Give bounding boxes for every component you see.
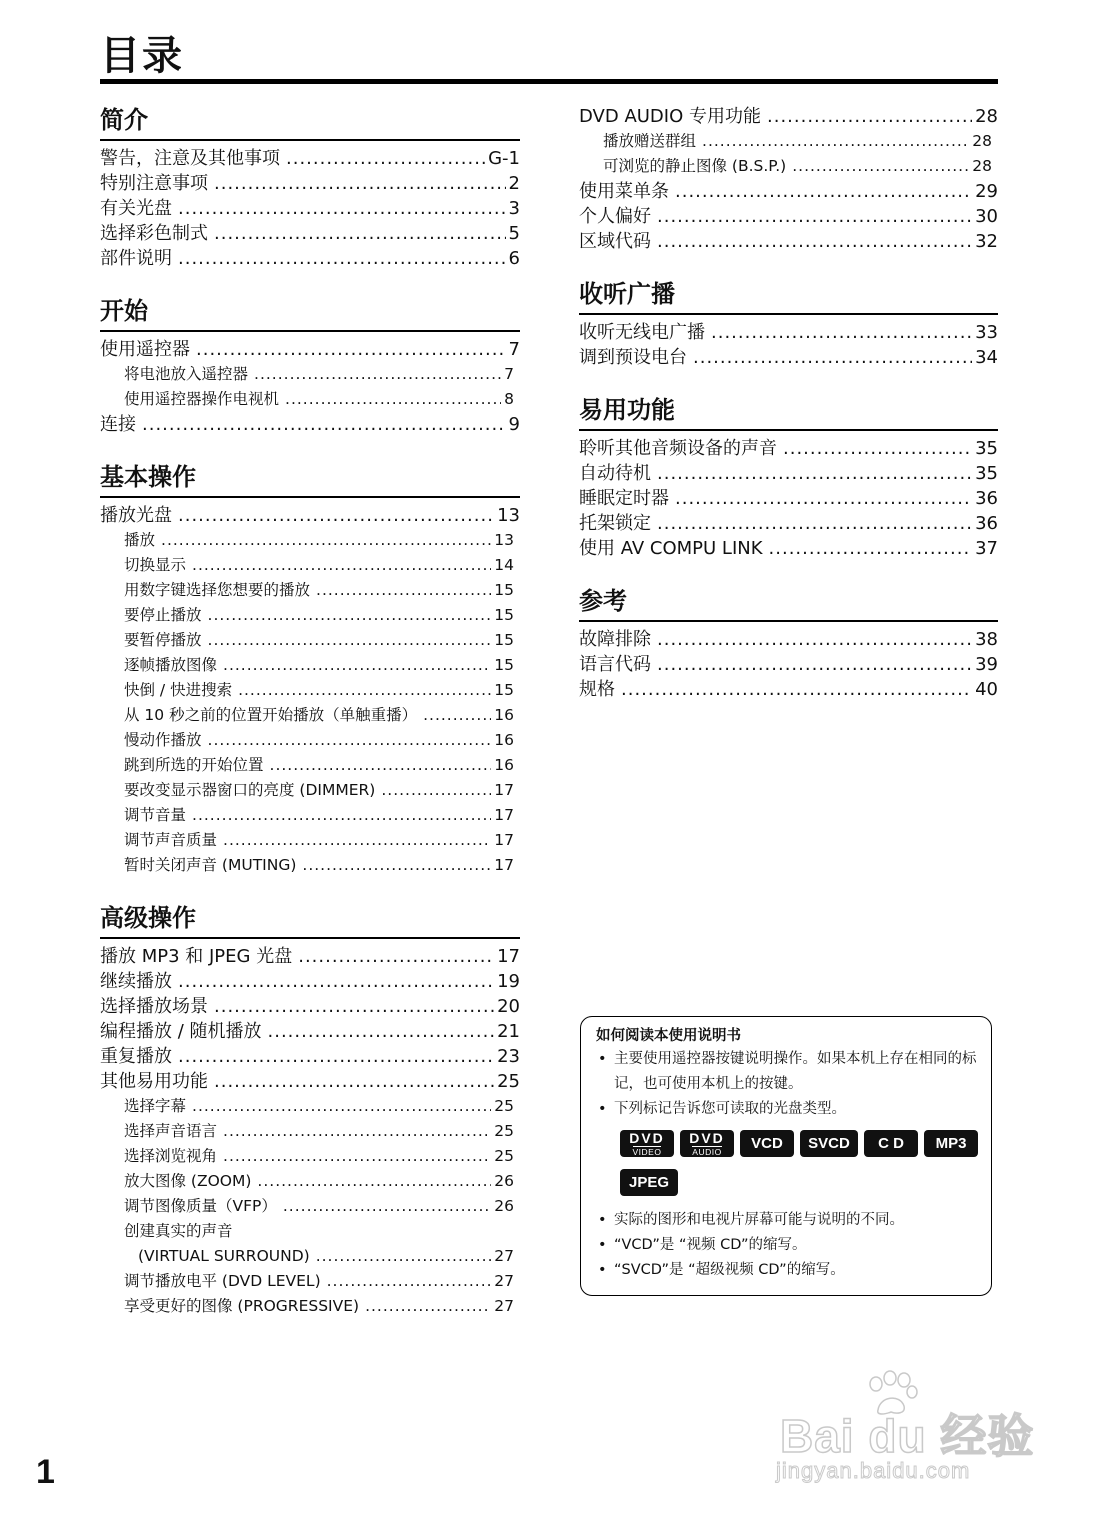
guide-bullet: • 主要使用遥控器按键说明操作。如果本机上存在相同的标记，也可使用本机上的按键。	[596, 1047, 977, 1097]
toc-page-number: 17	[494, 831, 514, 849]
dot-leader	[657, 511, 972, 536]
dot-leader	[208, 728, 492, 753]
toc-subentry[interactable]	[100, 362, 520, 387]
dot-leader	[675, 486, 972, 511]
toc-page-number: 34	[975, 347, 998, 368]
toc-entry-label: 播放赠送群组	[603, 132, 697, 150]
toc-entry[interactable]	[100, 1044, 520, 1069]
toc-page-number: 20	[497, 996, 520, 1017]
toc-subentry[interactable]	[100, 603, 520, 628]
toc-entry-label: 要改变显示器窗口的亮度 (DIMMER)	[124, 781, 376, 799]
toc-entry[interactable]	[579, 179, 998, 204]
toc-subentry[interactable]	[579, 129, 998, 154]
toc-page-number: 15	[494, 606, 514, 624]
dot-leader	[327, 1269, 492, 1294]
disc-badge: JPEG	[620, 1169, 678, 1196]
dot-leader	[302, 853, 491, 878]
toc-entry[interactable]	[100, 412, 520, 437]
dot-leader	[142, 412, 506, 437]
toc-page-number: 6	[508, 248, 520, 269]
toc-page-number: 25	[494, 1122, 514, 1140]
toc-subentry[interactable]	[100, 1144, 520, 1169]
toc-page-number: 32	[975, 231, 998, 252]
dot-leader	[192, 803, 491, 828]
toc-entry[interactable]	[100, 246, 520, 271]
toc-page-number: 25	[494, 1097, 514, 1115]
dot-leader	[257, 1169, 491, 1194]
toc-page-number: 19	[497, 971, 520, 992]
toc-page-number: 17	[494, 856, 514, 874]
dot-leader	[223, 828, 491, 853]
section-heading: 收听广播	[579, 278, 998, 315]
dot-leader	[423, 703, 491, 728]
dot-leader	[316, 1244, 492, 1269]
toc-page-number: 26	[494, 1197, 514, 1215]
dot-leader	[657, 229, 972, 254]
toc-entry-label: 选择声音语言	[124, 1122, 218, 1140]
toc-entry-label: 暂时关闭声音 (MUTING)	[124, 856, 297, 874]
guide-bullet: • “SVCD”是 “超级视频 CD”的缩写。	[596, 1258, 977, 1283]
dot-leader	[238, 678, 491, 703]
toc-subentry[interactable]	[100, 1219, 520, 1244]
toc-entry[interactable]	[579, 104, 998, 129]
toc-entry[interactable]	[579, 486, 998, 511]
toc-entry-label: 使用菜单条	[579, 181, 669, 202]
toc-subentry[interactable]	[100, 1269, 520, 1294]
dot-leader	[270, 753, 492, 778]
toc-page-number: 5	[508, 223, 520, 244]
toc-entry-label: 调节音量	[124, 806, 187, 824]
toc-entry-label: DVD AUDIO 专用功能	[579, 106, 761, 127]
toc-entry-label: 自动待机	[579, 463, 651, 484]
toc-entry[interactable]	[579, 320, 998, 345]
toc-subentry[interactable]	[100, 778, 520, 803]
toc-entry-label: 区域代码	[579, 231, 651, 252]
toc-entry[interactable]	[579, 677, 998, 702]
toc-entry-label: 托架锁定	[579, 513, 651, 534]
toc-entry-label: 调节声音质量	[124, 831, 218, 849]
toc-entry[interactable]	[579, 436, 998, 461]
watermark-brand: Bai du 经验	[780, 1410, 1035, 1462]
toc-entry-label: 将电池放入遥控器	[124, 365, 249, 383]
guide-title: 如何阅读本使用说明书	[596, 1028, 741, 1044]
toc-page-number: 25	[494, 1147, 514, 1165]
toc-subentry[interactable]	[100, 753, 520, 778]
dot-leader	[792, 154, 969, 179]
toc-page-number: 29	[975, 181, 998, 202]
toc-entry[interactable]	[100, 221, 520, 246]
toc-section	[100, 104, 520, 271]
toc-entry-label: 部件说明	[100, 248, 172, 269]
toc-subentry[interactable]	[100, 578, 520, 603]
toc-page-number: 17	[494, 781, 514, 799]
page-title: 目录	[100, 33, 184, 79]
toc-page-number: 15	[494, 681, 514, 699]
dot-leader	[178, 196, 506, 221]
toc-entry-label: 享受更好的图像 (PROGRESSIVE)	[124, 1297, 360, 1315]
toc-entry-label: (VIRTUAL SURROUND)	[138, 1247, 310, 1265]
dot-leader	[657, 461, 972, 486]
toc-entry-label: 慢动作播放	[124, 731, 202, 749]
page-number: 1	[36, 1453, 55, 1491]
toc-entry[interactable]	[100, 1019, 520, 1044]
toc-page-number: 9	[508, 414, 520, 435]
toc-page-number: 15	[494, 656, 514, 674]
toc-page-number: 28	[972, 157, 992, 175]
dot-leader	[783, 436, 972, 461]
dot-leader	[214, 994, 494, 1019]
toc-subentry[interactable]	[100, 1194, 520, 1219]
toc-page-number: 30	[975, 206, 998, 227]
disc-badge: SVCD	[800, 1130, 858, 1157]
dot-leader	[675, 179, 972, 204]
toc-page-number: 36	[975, 488, 998, 509]
dot-leader	[268, 1019, 495, 1044]
toc-page-number: 28	[972, 132, 992, 150]
toc-section	[100, 902, 520, 1319]
toc-page-number: 36	[975, 513, 998, 534]
dot-leader	[208, 628, 492, 653]
toc-page-number: 2	[508, 173, 520, 194]
toc-entry-label: 语言代码	[579, 654, 651, 675]
dot-leader	[621, 677, 972, 702]
toc-entry-label: 调节播放电平 (DVD LEVEL)	[124, 1272, 321, 1290]
toc-subentry[interactable]	[100, 628, 520, 653]
dot-leader	[192, 1094, 491, 1119]
toc-subentry[interactable]	[100, 1094, 520, 1119]
toc-page-number: 38	[975, 629, 998, 650]
toc-subentry[interactable]	[100, 828, 520, 853]
toc-entry-label: 聆听其他音频设备的声音	[579, 438, 777, 459]
toc-subentry[interactable]	[100, 1119, 520, 1144]
disc-badge	[620, 1130, 674, 1157]
toc-entry-label: 选择播放场景	[100, 996, 208, 1017]
toc-page-number: 17	[494, 806, 514, 824]
dot-leader	[254, 362, 501, 387]
toc-page-number: 16	[494, 731, 514, 749]
disc-type-badges	[620, 1130, 992, 1208]
section-heading: 易用功能	[579, 394, 998, 431]
dot-leader	[286, 146, 485, 171]
toc-entry-label: 特别注意事项	[100, 173, 208, 194]
section-heading: 参考	[579, 585, 998, 622]
toc-entry[interactable]	[100, 969, 520, 994]
toc-entry-label: 创建真实的声音	[124, 1222, 233, 1240]
toc-entry[interactable]	[579, 204, 998, 229]
badge-sublabel: AUDIO	[692, 1146, 722, 1157]
toc-page-number: 40	[975, 679, 998, 700]
toc-entry-label: 收听无线电广播	[579, 322, 705, 343]
toc-subentry[interactable]	[100, 387, 520, 412]
toc-page-number: 8	[504, 390, 514, 408]
toc-subentry[interactable]	[100, 528, 520, 553]
toc-entry-label: 调节图像质量（VFP）	[124, 1197, 277, 1215]
toc-page-number: 35	[975, 463, 998, 484]
toc-entry-label: 使用 AV COMPU LINK	[579, 538, 763, 559]
toc-entry-label: 选择彩色制式	[100, 223, 208, 244]
reading-guide-box	[580, 1016, 992, 1296]
toc-page-number: 21	[497, 1021, 520, 1042]
toc-entry-label: 播放	[124, 531, 156, 549]
toc-entry-label: 有关光盘	[100, 198, 172, 219]
dot-leader	[214, 1069, 494, 1094]
toc-entry[interactable]	[100, 337, 520, 362]
toc-subentry[interactable]	[100, 678, 520, 703]
toc-entry-label: 从 10 秒之前的位置开始播放（单触重播）	[124, 706, 418, 724]
toc-subentry[interactable]	[579, 154, 998, 179]
toc-page-number: 27	[494, 1297, 514, 1315]
dot-leader	[767, 104, 972, 129]
toc-page-number: 15	[494, 631, 514, 649]
toc-entry-label: 播放光盘	[100, 505, 172, 526]
toc-subentry[interactable]	[100, 1294, 520, 1319]
toc-section	[579, 585, 998, 702]
toc-subentry[interactable]	[100, 703, 520, 728]
toc-entry-label: 要暂停播放	[124, 631, 202, 649]
toc-page-number: 14	[494, 556, 514, 574]
dot-leader	[223, 653, 491, 678]
dot-leader	[693, 345, 972, 370]
toc-entry-label: 睡眠定时器	[579, 488, 669, 509]
toc-entry-label: 继续播放	[100, 971, 172, 992]
guide-bullet: • 实际的图形和电视片屏幕可能与说明的不同。	[596, 1208, 977, 1233]
toc-entry[interactable]	[100, 146, 520, 171]
toc-left-column	[100, 104, 520, 1343]
toc-entry-label: 要停止播放	[124, 606, 202, 624]
toc-entry[interactable]	[100, 196, 520, 221]
toc-entry-label: 规格	[579, 679, 615, 700]
toc-page-number: 27	[494, 1247, 514, 1265]
toc-page-number: 33	[975, 322, 998, 343]
section-heading: 简介	[100, 104, 520, 141]
toc-entry-label: 切换显示	[124, 556, 187, 574]
badge-label: DVD	[689, 1129, 725, 1146]
toc-page-number: 7	[508, 339, 520, 360]
toc-entry-label: 编程播放 / 随机播放	[100, 1021, 262, 1042]
dot-leader	[192, 553, 491, 578]
dot-leader	[285, 387, 501, 412]
dot-leader	[657, 204, 972, 229]
toc-page-number: 35	[975, 438, 998, 459]
dot-leader	[711, 320, 972, 345]
toc-page-number: 27	[494, 1272, 514, 1290]
dot-leader	[214, 171, 506, 196]
baidu-watermark	[770, 1370, 1040, 1490]
toc-page-number: 15	[494, 581, 514, 599]
toc-entry[interactable]	[100, 503, 520, 528]
toc-entry[interactable]	[579, 511, 998, 536]
badge-sublabel: VIDEO	[632, 1146, 662, 1157]
toc-entry-label: 重复播放	[100, 1046, 172, 1067]
guide-bullet: • 下列标记告诉您可读取的光盘类型。	[596, 1097, 977, 1122]
disc-badge: VCD	[740, 1130, 794, 1157]
title-rule	[100, 79, 998, 84]
section-heading: 基本操作	[100, 461, 520, 498]
toc-page-number: 13	[494, 531, 514, 549]
toc-entry-label: 调到预设电台	[579, 347, 687, 368]
dot-leader	[316, 578, 491, 603]
toc-right-column	[579, 104, 998, 726]
toc-subentry[interactable]	[100, 553, 520, 578]
toc-entry-label: 故障排除	[579, 629, 651, 650]
toc-page-number: 28	[975, 106, 998, 127]
toc-entry[interactable]	[100, 994, 520, 1019]
dot-leader	[381, 778, 491, 803]
toc-entry-label: 快倒 / 快进搜索	[124, 681, 233, 699]
toc-entry[interactable]	[579, 627, 998, 652]
toc-entry-label: 其他易用功能	[100, 1071, 208, 1092]
dot-leader	[214, 221, 506, 246]
toc-subentry[interactable]	[100, 1169, 520, 1194]
dot-leader	[298, 944, 494, 969]
section-heading: 开始	[100, 295, 520, 332]
toc-subentry[interactable]	[100, 728, 520, 753]
toc-page-number: 16	[494, 706, 514, 724]
badge-label: DVD	[629, 1129, 665, 1146]
dot-leader	[223, 1119, 491, 1144]
toc-section	[579, 104, 998, 254]
toc-section	[100, 295, 520, 437]
dot-leader	[657, 627, 972, 652]
dot-leader	[702, 129, 969, 154]
toc-entry-label: 可浏览的静止图像 (B.S.P.)	[603, 157, 787, 175]
toc-section	[579, 394, 998, 561]
dot-leader	[365, 1294, 491, 1319]
dot-leader	[657, 652, 972, 677]
toc-page-number: G-1	[488, 148, 520, 169]
disc-badge: C D	[864, 1130, 918, 1157]
toc-entry[interactable]	[579, 536, 998, 561]
toc-entry-label: 警告，注意及其他事项	[100, 148, 280, 169]
toc-page-number: 37	[975, 538, 998, 559]
toc-page-number: 25	[497, 1071, 520, 1092]
dot-leader	[178, 246, 506, 271]
toc-entry-label: 使用遥控器	[100, 339, 190, 360]
dot-leader	[178, 1044, 494, 1069]
dot-leader	[196, 337, 506, 362]
dot-leader	[208, 603, 492, 628]
toc-entry-label: 连接	[100, 414, 136, 435]
toc-entry-label: 跳到所选的开始位置	[124, 756, 264, 774]
toc-page-number: 17	[497, 946, 520, 967]
dot-leader	[223, 1144, 491, 1169]
toc-entry[interactable]	[579, 652, 998, 677]
toc-page-number: 39	[975, 654, 998, 675]
toc-entry[interactable]	[579, 461, 998, 486]
toc-section	[579, 278, 998, 370]
dot-leader	[769, 536, 973, 561]
toc-entry[interactable]	[100, 171, 520, 196]
toc-subentry[interactable]	[100, 653, 520, 678]
toc-entry-label: 逐帧播放图像	[124, 656, 218, 674]
toc-section	[100, 461, 520, 878]
dot-leader	[178, 969, 494, 994]
toc-subentry[interactable]	[100, 853, 520, 878]
toc-page-number: 3	[508, 198, 520, 219]
dot-leader	[283, 1194, 491, 1219]
toc-entry[interactable]	[579, 229, 998, 254]
toc-subentry[interactable]	[100, 803, 520, 828]
dot-leader	[178, 503, 494, 528]
toc-entry[interactable]	[579, 345, 998, 370]
toc-entry-label: 选择浏览视角	[124, 1147, 218, 1165]
toc-page-number: 26	[494, 1172, 514, 1190]
toc-page-number: 16	[494, 756, 514, 774]
toc-entry[interactable]	[100, 944, 520, 969]
guide-bullet: • “VCD”是 “视频 CD”的缩写。	[596, 1233, 977, 1258]
toc-entry-label: 个人偏好	[579, 206, 651, 227]
watermark-url: jingyan.baidu.com	[776, 1458, 971, 1483]
toc-page-number: 23	[497, 1046, 520, 1067]
toc-entry-label: 选择字幕	[124, 1097, 187, 1115]
dot-leader	[161, 528, 491, 553]
section-heading: 高级操作	[100, 902, 520, 939]
toc-entry-label: 放大图像 (ZOOM)	[124, 1172, 252, 1190]
toc-entry[interactable]	[100, 1069, 520, 1094]
toc-entry-label: 使用遥控器操作电视机	[124, 390, 280, 408]
toc-page-number: 13	[497, 505, 520, 526]
toc-page-number: 7	[504, 365, 514, 383]
disc-badge	[680, 1130, 734, 1157]
toc-entry-label: 用数字键选择您想要的播放	[124, 581, 311, 599]
toc-subentry[interactable]	[100, 1244, 520, 1269]
toc-entry-label: 播放 MP3 和 JPEG 光盘	[100, 946, 293, 967]
disc-badge: MP3	[924, 1130, 978, 1157]
